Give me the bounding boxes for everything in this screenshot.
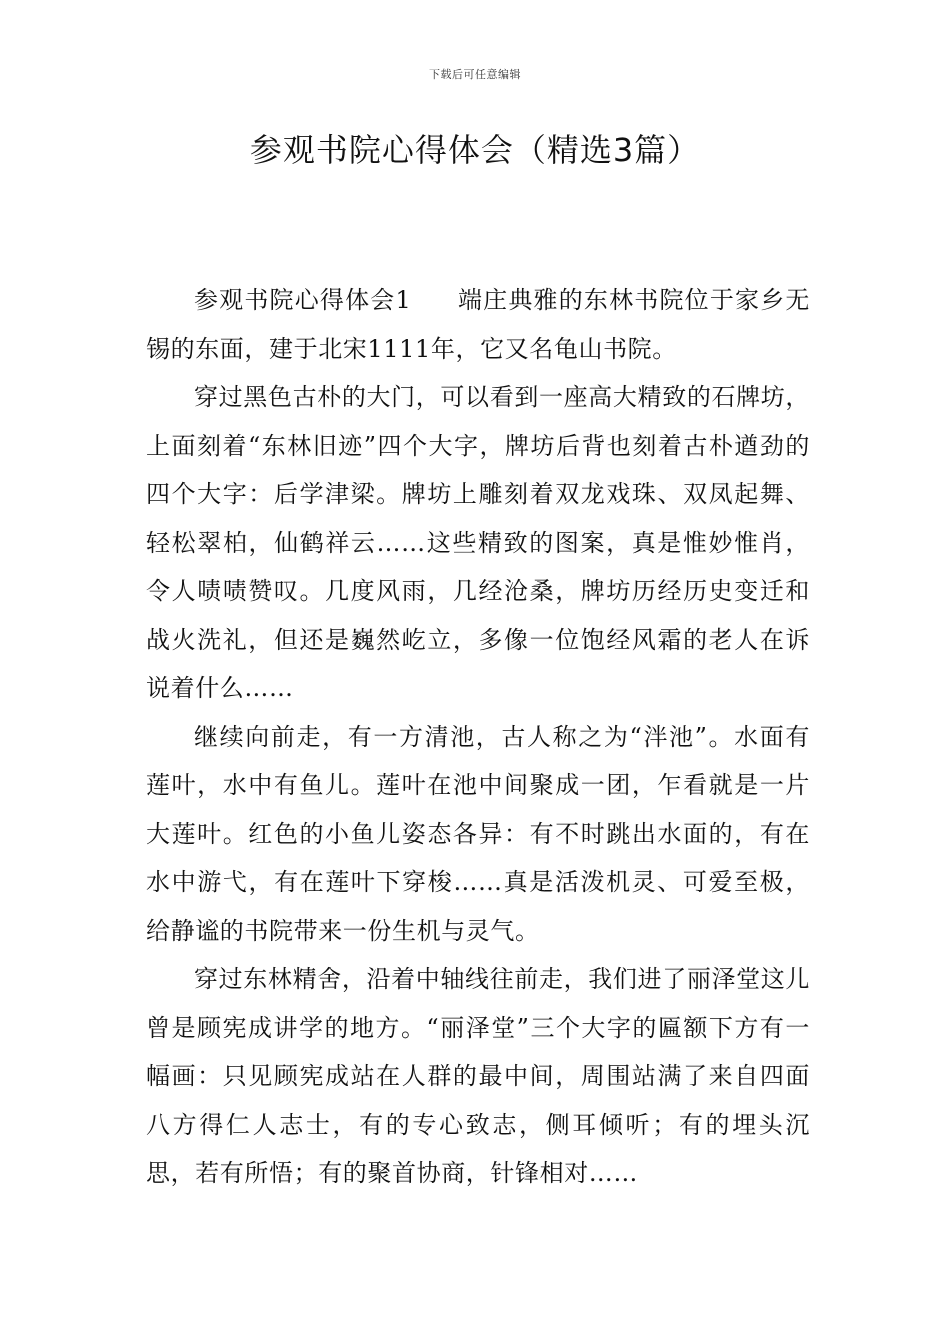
article-body: [146, 276, 810, 1198]
paragraph-2: 穿过黑色古朴的大门，可以看到一座高大精致的石牌坊，上面刻着“东林旧迹”四个大字，牌坊后背也刻着古朴遒劲的四个大字：后学津梁。牌坊上雕刻着双龙戏珠、双凤起舞、轻松翠柏，仙鹤祥云……这些精致的图案，真是惟妙惟肖，令人啧啧赞叹。几度风雨，几经沧桑，牌坊历经历史变迁和战火洗礼，但还是巍然屹立，多像一位饱经风霜的老人在诉说着什么……: [146, 383, 810, 702]
header-note: 下载后可任意编辑: [429, 68, 521, 81]
section-heading: 参观书院心得体会1: [194, 286, 412, 314]
paragraph-1-text: 端庄典雅的东林书院位于家乡无锡的东面，建于北宋1111年，它又名龟山书院。: [146, 286, 810, 363]
page-title: 参观书院心得体会（精选3篇）: [249, 131, 701, 169]
paragraph-1: [146, 276, 810, 373]
paragraph-4: 穿过东林精舍，沿着中轴线往前走，我们进了丽泽堂这儿曾是顾宪成讲学的地方。“丽泽堂”三个大字的匾额下方有一幅画：只见顾宪成站在人群的最中间，周围站满了来自四面八方得仁人志士，有的专心致志，侧耳倾听；有的埋头沉思，若有所悟；有的聚首协商，针锋相对……: [146, 965, 810, 1187]
paragraph-3: 继续向前走，有一方清池，古人称之为“泮池”。水面有莲叶，水中有鱼儿。莲叶在池中间聚成一团，乍看就是一片大莲叶。红色的小鱼儿姿态各异：有不时跳出水面的，有在水中游弋，有在莲叶下穿梭……真是活泼机灵、可爱至极，给静谧的书院带来一份生机与灵气。: [146, 722, 810, 945]
